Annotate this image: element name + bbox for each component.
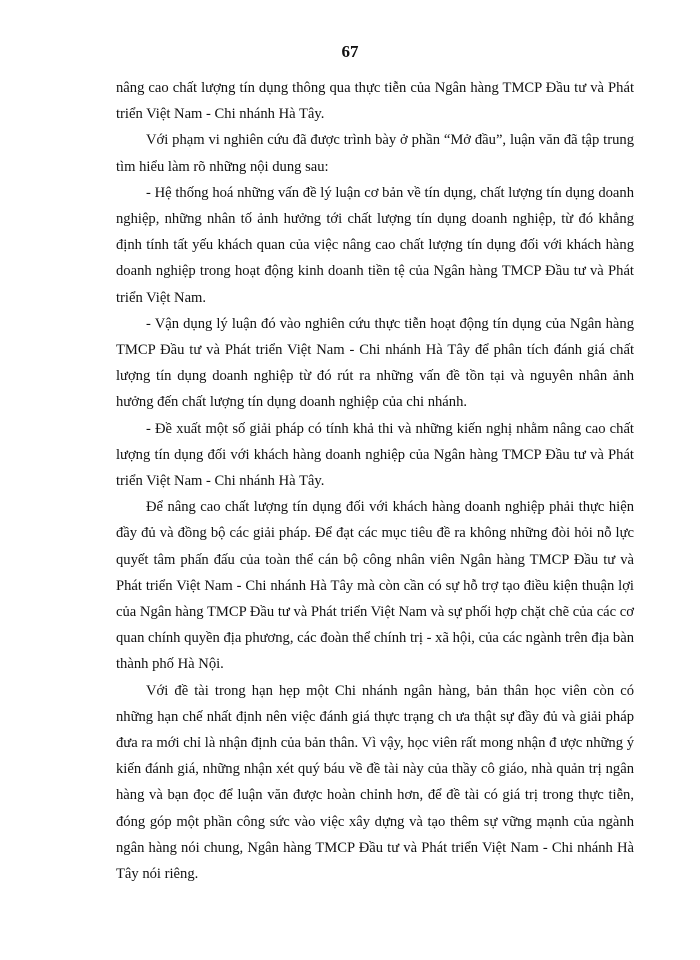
paragraph-continuation: nâng cao chất lượng tín dụng thông qua thực tiễn của Ngân hàng TMCP Đầu tư và Phát triển Việt Nam - Chi nhánh Hà Tây. — [116, 80, 634, 123]
paragraph-scope-intro: Với phạm vi nghiên cứu đã được trình bày ở phần “Mở đầu”, luận văn đã tập trung tìm hiểu làm rõ những nội dung sau: — [116, 132, 634, 175]
paragraph-bullet-theory: - Hệ thống hoá những vấn đề lý luận cơ bản về tín dụng, chất lượng tín dụng doanh nghiệp, những nhân tố ảnh hưởng tới chất lượng tín dụng doanh nghiệp, từ đó khẳng định tính tất yếu khách quan của việc nâng cao chất lượng tín dụng đối với khách hàng doanh nghiệp trong hoạt động kinh doanh tiền tệ của Ngân hàng TMCP Đầu tư và Phát triển Việt Nam. — [116, 184, 634, 306]
paragraph-bullet-solutions: - Đề xuất một số giải pháp có tính khả thi và những kiến nghị nhằm nâng cao chất lượng tín dụng đối với khách hàng doanh nghiệp của Ngân hàng TMCP Đầu tư và Phát triển Việt Nam - Chi nhánh Hà Tây. — [116, 420, 634, 490]
paragraph-bullet-practice: - Vận dụng lý luận đó vào nghiên cứu thực tiễn hoạt động tín dụng của Ngân hàng TMCP Đầu tư và Phát triển Việt Nam - Chi nhánh Hà Tây để phân tích đánh giá chất lượng tín dụng doanh nghiệp từ đó rút ra những vấn đề tồn tại và nguyên nhân ảnh hưởng đến chất lượng tín dụng doanh nghiệp của chi nhánh. — [116, 315, 634, 411]
page-number: 67 — [341, 42, 359, 61]
body-text — [116, 75, 634, 887]
paragraph-implementation: Để nâng cao chất lượng tín dụng đối với khách hàng doanh nghiệp phải thực hiện đầy đủ và đồng bộ các giải pháp. Để đạt các mục tiêu đề ra không những đòi hỏi nỗ lực quyết tâm phấn đấu của toàn thể cán bộ công nhân viên Ngân hàng TMCP Đầu tư và Phát triển Việt Nam - Chi nhánh Hà Tây mà còn cần có sự hỗ trợ tạo điều kiện thuận lợi của Ngân hàng TMCP Đầu tư và Phát triển Việt Nam và sự phối hợp chặt chẽ của các cơ quan chính quyền địa phương, các đoàn thể chính trị - xã hội, của các ngành trên địa bàn thành phố Hà Nội. — [116, 499, 634, 673]
paragraph-limitations: Với đề tài trong hạn hẹp một Chi nhánh ngân hàng, bản thân học viên còn có những hạn chế nhất định nên việc đánh giá thực trạng ch ưa thật sự đầy đủ và giải pháp đưa ra mới chỉ là nhận định của bản thân. Vì vậy, học viên rất mong nhận đ ược những ý kiến đánh giá, những nhận xét quý báu về đề tài này của thầy cô giáo, nhà quản trị ngân hàng và bạn đọc để luận văn được hoàn chỉnh hơn, để đề tài có giá trị trong thực tiễn, đóng góp một phần công sức vào việc xây dựng và tạo thêm sự vững mạnh của ngành ngân hàng nói chung, Ngân hàng TMCP Đầu tư và Phát triển Việt Nam - Chi nhánh Hà Tây nói riêng. — [116, 682, 634, 883]
